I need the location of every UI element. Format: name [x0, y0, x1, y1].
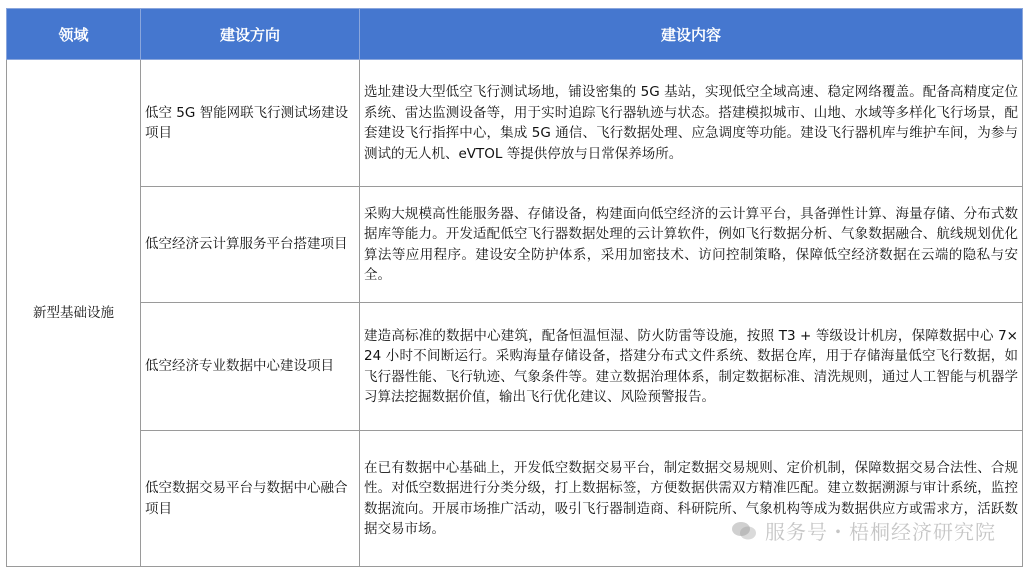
table-header-row [7, 9, 1023, 60]
content-cell: 在已有数据中心基础上，开发低空数据交易平台，制定数据交易规则、定价机制，保障数据交易合法性、合规性。对低空数据进行分类分级，打上数据标签，方便数据供需双方精准匹配。建立数据溯源与审计系统，监控数据流向。开展市场推广活动，吸引飞行器制造商、科研院所、气象机构等成为数据供应方或需求方，活跃数据交易市场。 [360, 431, 1023, 567]
header-direction: 建设方向 [141, 9, 360, 60]
table-row [7, 431, 1023, 567]
content-cell: 建造高标准的数据中心建筑，配备恒温恒湿、防火防雷等设施，按照 T3 + 等级设计机房，保障数据中心 7×24 小时不间断运行。采购海量存储设备，搭建分布式文件系统、数据仓库，用于存储海量低空飞行数据，如飞行器性能、飞行轨迹、气象条件等。建立数据治理体系，制定数据标准、清洗规则，通过人工智能与机器学习算法挖掘数据价值，输出飞行优化建议、风险预警报告。 [360, 303, 1023, 431]
table-row [7, 187, 1023, 303]
watermark-text: 服务号・梧桐经济研究院 [765, 520, 996, 544]
content-cell: 采购大规模高性能服务器、存储设备，构建面向低空经济的云计算平台，具备弹性计算、海量存储、分布式数据库等能力。开发适配低空飞行器数据处理的云计算软件，例如飞行数据分析、气象数据融合、航线规划优化算法等应用程序。建设安全防护体系，采用加密技术、访问控制策略，保障低空经济数据在云端的隐私与安全。 [360, 187, 1023, 303]
domain-cell: 新型基础设施 [7, 60, 141, 567]
table-row [7, 60, 1023, 187]
content-cell: 选址建设大型低空飞行测试场地，铺设密集的 5G 基站，实现低空全域高速、稳定网络覆盖。配备高精度定位系统、雷达监测设备等，用于实时追踪飞行器轨迹与状态。搭建模拟城市、山地、水域等多样化飞行场景，配套建设飞行指挥中心，集成 5G 通信、飞行数据处理、应急调度等功能。建设飞行器机库与维护车间，为参与测试的无人机、eVTOL 等提供停放与日常保养场所。 [360, 60, 1023, 187]
direction-cell: 低空经济云计算服务平台搭建项目 [141, 187, 360, 303]
direction-cell: 低空经济专业数据中心建设项目 [141, 303, 360, 431]
direction-cell: 低空 5G 智能网联飞行测试场建设项目 [141, 60, 360, 187]
table-row [7, 303, 1023, 431]
construction-table [6, 8, 1023, 567]
header-content: 建设内容 [360, 9, 1023, 60]
header-domain: 领域 [7, 9, 141, 60]
direction-cell: 低空数据交易平台与数据中心融合项目 [141, 431, 360, 567]
